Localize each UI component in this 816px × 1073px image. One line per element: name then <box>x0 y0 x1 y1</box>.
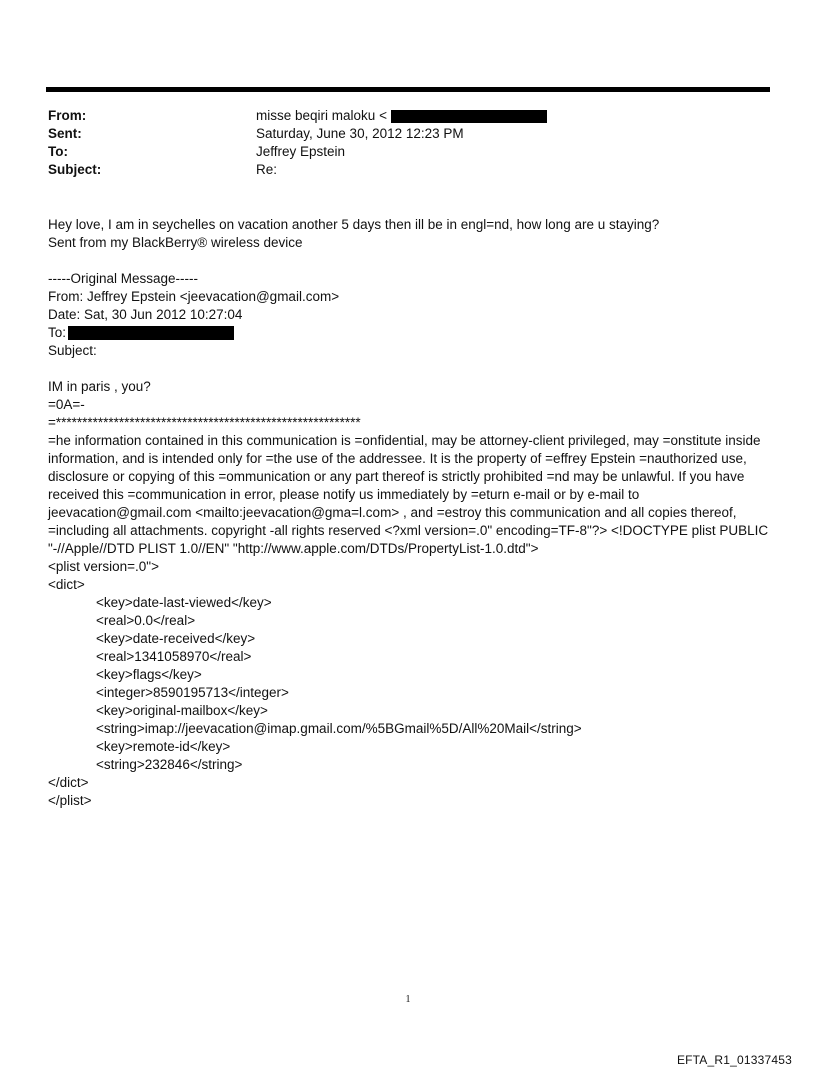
header-rule <box>46 87 770 92</box>
to-value: Jeffrey Epstein <box>256 144 346 159</box>
plist-entry: <string>imap://jeevacation@imap.gmail.com/%5BGmail%5D/All%20Mail</string> <box>96 721 582 736</box>
message-line: Hey love, I am in seychelles on vacation another 5 days then ill be in engl=nd, how long are u staying? <box>48 217 660 232</box>
sent-value: Saturday, June 30, 2012 12:23 PM <box>256 126 464 141</box>
sent-label: Sent: <box>48 126 82 141</box>
signature-line: Sent from my BlackBerry® wireless device <box>48 235 303 250</box>
page-number: 1 <box>405 994 411 1005</box>
original-body: IM in paris , you? <box>48 379 151 394</box>
plist-entry: <real>0.0</real> <box>96 613 196 628</box>
confidentiality-disclaimer: =he information contained in this communication is =onfidential, may be attorney-client privileged, may =onstitute inside information, and is intended only for =the use of the addressee. It is the property of =effrey Epstein =nauthorized use, disclosure or copying of this =ommunication or any part thereof is strictly prohibited =nd may be unlawful. If you have received this =communication in error, please notify us immediately by =eturn e-mail or by e-mail to jeevacation@gmail.com <mailto:jeevacation@gma=l.com> , and =estroy this communication and all copies thereof, =including all attachments. copyright -all rights reserved <?xml version=.0" encoding=TF-8"?> <!DOCTYPE plist PUBLIC "-//Apple//DTD PLIST 1.0//EN" "http://www.apple.com/DTDs/PropertyList-1.0.dtd"> <box>48 433 769 556</box>
email-header <box>48 107 768 179</box>
dict-close: </dict> <box>48 775 89 790</box>
original-to <box>48 324 778 342</box>
original-date: Date: Sat, 30 Jun 2012 10:27:04 <box>48 307 243 322</box>
plist-entry: <key>flags</key> <box>96 667 202 682</box>
plist-entry: <string>232846</string> <box>96 757 243 772</box>
plist-entry: <key>date-received</key> <box>96 631 256 646</box>
plist-close: </plist> <box>48 793 92 808</box>
from-bracket: < <box>379 108 387 123</box>
subject-label: Subject: <box>48 162 102 177</box>
to-row <box>48 143 768 161</box>
from-row <box>48 107 768 125</box>
redaction-box <box>391 110 547 123</box>
from-name: misse beqiri maloku <box>256 108 376 123</box>
separator-stars: =********************************************************** <box>48 415 361 430</box>
subject-row <box>48 161 768 179</box>
to-label: To: <box>48 144 68 159</box>
plist-entry: <key>remote-id</key> <box>96 739 231 754</box>
plist-open: <plist version=.0"> <box>48 559 159 574</box>
dict-open: <dict> <box>48 577 85 592</box>
original-from: From: Jeffrey Epstein <jeevacation@gmail.com> <box>48 289 340 304</box>
plist-entry: <real>1341058970</real> <box>96 649 252 664</box>
subject-value: Re: <box>256 162 278 177</box>
sent-row <box>48 125 768 143</box>
redaction-box <box>68 326 234 340</box>
encoded-line: =0A=- <box>48 397 85 412</box>
original-divider: -----Original Message----- <box>48 271 199 286</box>
plist-entry: <integer>8590195713</integer> <box>96 685 289 700</box>
plist-entry: <key>original-mailbox</key> <box>96 703 268 718</box>
plist-entry: <key>date-last-viewed</key> <box>96 595 272 610</box>
original-subject: Subject: <box>48 343 97 358</box>
document-id: EFTA_R1_01337453 <box>676 1053 792 1067</box>
from-label: From: <box>48 108 87 123</box>
message-body <box>48 216 778 810</box>
from-value <box>256 107 547 125</box>
original-to-label: To: <box>48 325 67 340</box>
